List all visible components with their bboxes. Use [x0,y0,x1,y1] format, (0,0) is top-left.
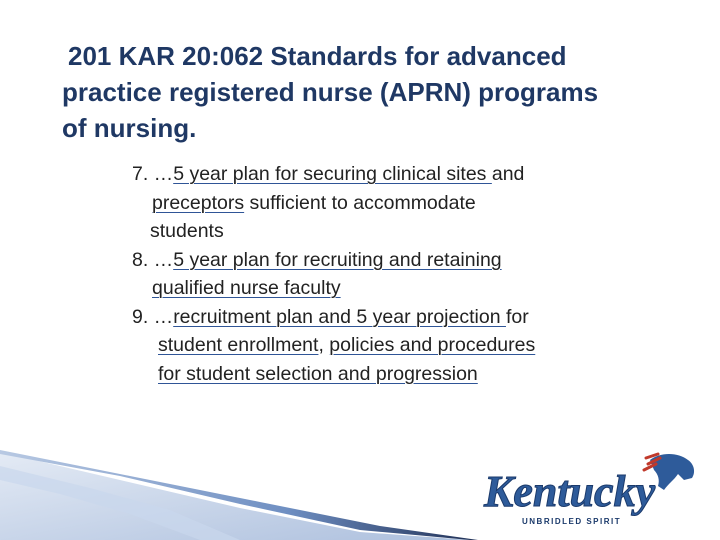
title-line-2: practice registered nurse (APRN) programs [62,77,599,107]
item-7-text-2: sufficient to accommodate [244,191,476,214]
item-7-line-2 [132,189,672,218]
item-7-line-1 [132,160,672,189]
item-9-underlined-2: student enrollment [158,334,319,356]
item-8-line-2 [132,274,672,303]
logo-wordmark: Kentucky [484,467,656,516]
requirements-list [132,160,672,388]
item-7-underlined-1: 5 year plan for securing clinical sites [173,163,492,185]
item-9-number: 9. … [132,305,174,328]
item-9-underlined-1: recruitment plan and 5 year projection [173,305,506,328]
item-7-underlined-2: preceptors [152,191,245,214]
item-9-line-1 [132,303,672,332]
item-8-underlined-2: qualified nurse faculty [152,277,341,299]
title-line-3: of nursing. [62,113,197,143]
item-8-line-1 [132,246,672,275]
item-8-underlined-1: 5 year plan for recruiting and retaining [173,248,502,271]
item-9-text-2: , [318,334,330,356]
item-9-text-1: for [505,305,529,328]
item-9-underlined-3: policies and procedures [329,334,536,356]
item-9-line-3 [132,360,672,389]
kentucky-logo [478,450,700,530]
item-8-number: 8. … [132,248,174,271]
slide-title [62,38,682,146]
logo-tagline: UNBRIDLED SPIRIT [522,517,622,526]
decorative-swoosh [0,440,480,540]
item-7-number: 7. … [132,163,174,185]
item-9-line-2 [132,331,672,360]
title-line-1: 201 KAR 20:062 Standards for advanced [68,41,567,71]
item-7-text-1: and [491,163,525,185]
item-7-line-3: students [150,220,224,242]
item-9-underlined-4: for student selection and progression [158,362,478,385]
